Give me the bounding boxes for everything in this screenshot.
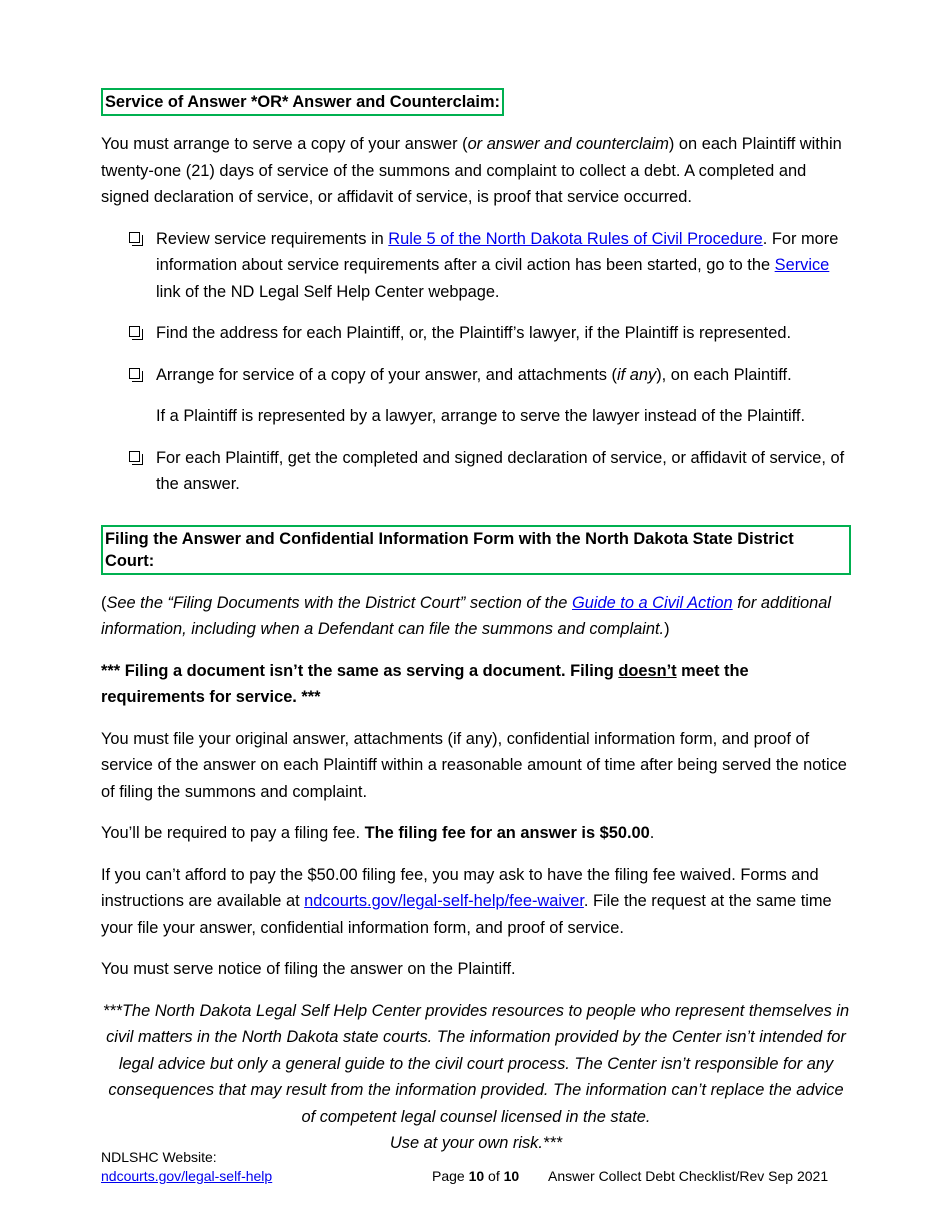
filing-warning: *** Filing a document isn’t the same as serving a document. Filing doesn’t meet the requirements for service. ***: [101, 661, 749, 706]
page-number: Page 10 of 10: [432, 1168, 520, 1184]
service-link[interactable]: Service: [774, 256, 830, 274]
checkbox-icon: [129, 326, 140, 337]
website-link[interactable]: ndcourts.gov/legal-self-help: [101, 1168, 273, 1184]
list-item: Find the address for each Plaintiff, or, the Plaintiff’s lawyer, if the Plaintiff is represented.: [101, 320, 851, 347]
section-heading-filing: Filing the Answer and Confidential Information Form with the North Dakota State District Court:: [101, 525, 851, 575]
fee-waiver-paragraph: If you can’t afford to pay the $50.00 filing fee, you may ask to have the filing fee waived. Forms and instructions are available at ndcourts.gov/legal-self-help/fee-waiver. File the request at the same time your file your answer, confidential information form, and proof of service.: [101, 865, 832, 937]
lawyer-note: If a Plaintiff is represented by a lawyer, arrange to serve the lawyer instead of the Plaintiff.: [156, 407, 805, 425]
footer-website: [101, 1148, 272, 1186]
fee-waiver-link[interactable]: ndcourts.gov/legal-self-help/fee-waiver: [304, 892, 584, 910]
list-item: Review service requirements in Rule 5 of the North Dakota Rules of Civil Procedure. For more information about service requirements after a civil action has been started, go to the Service link of the ND Legal Self Help Center webpage.: [101, 226, 851, 306]
checkbox-icon: [129, 232, 140, 243]
list-item: Arrange for service of a copy of your answer, and attachments (if any), on each Plaintiff.: [101, 362, 851, 389]
list-item: For each Plaintiff, get the completed and signed declaration of service, or affidavit of service, of the answer.: [101, 445, 851, 498]
service-intro-paragraph: You must arrange to serve a copy of your answer (or answer and counterclaim) on each Plaintiff within twenty-one (21) days of service of the summons and complaint to collect a debt. A completed and signed declaration of service, or affidavit of service, is proof that service occurred.: [101, 135, 842, 206]
service-checklist: [101, 226, 851, 389]
rule5-link[interactable]: Rule 5 of the North Dakota Rules of Civil Procedure: [388, 229, 763, 248]
document-title: Answer Collect Debt Checklist/Rev Sep 2021: [548, 1168, 829, 1184]
checkbox-icon: [129, 368, 140, 379]
file-original-paragraph: You must file your original answer, attachments (if any), confidential information form, and proof of service of the answer on each Plaintiff within a reasonable amount of time after being served the notice of filing the summons and complaint.: [101, 729, 847, 801]
document-body: [101, 88, 851, 1157]
serve-notice-paragraph: You must serve notice of filing the answer on the Plaintiff.: [101, 960, 516, 978]
guide-civil-action-link[interactable]: Guide to a Civil Action: [571, 593, 733, 612]
filing-fee-paragraph: You’ll be required to pay a filing fee. The filing fee for an answer is $50.00.: [101, 824, 655, 842]
section-heading-service: Service of Answer *OR* Answer and Counterclaim:: [101, 88, 504, 116]
guide-reference-paragraph: (See the “Filing Documents with the District Court” section of the Guide to a Civil Action for additional information, including when a Defendant can file the summons and complaint.): [101, 593, 832, 638]
website-label: NDLSHC Website:: [101, 1149, 217, 1165]
disclaimer: ***The North Dakota Legal Self Help Center provides resources to people who represent themselves in civil matters in the North Dakota state courts. The information provided by the Center isn’t intended for legal advice but only a general guide to the civil court process. The Center isn’t responsible for any consequences that may result from the information provided. The information can’t replace the advice of competent legal counsel licensed in the state. Use at your own risk.***: [102, 1001, 850, 1152]
checkbox-icon: [129, 451, 140, 462]
service-checklist-continued: [101, 445, 851, 498]
